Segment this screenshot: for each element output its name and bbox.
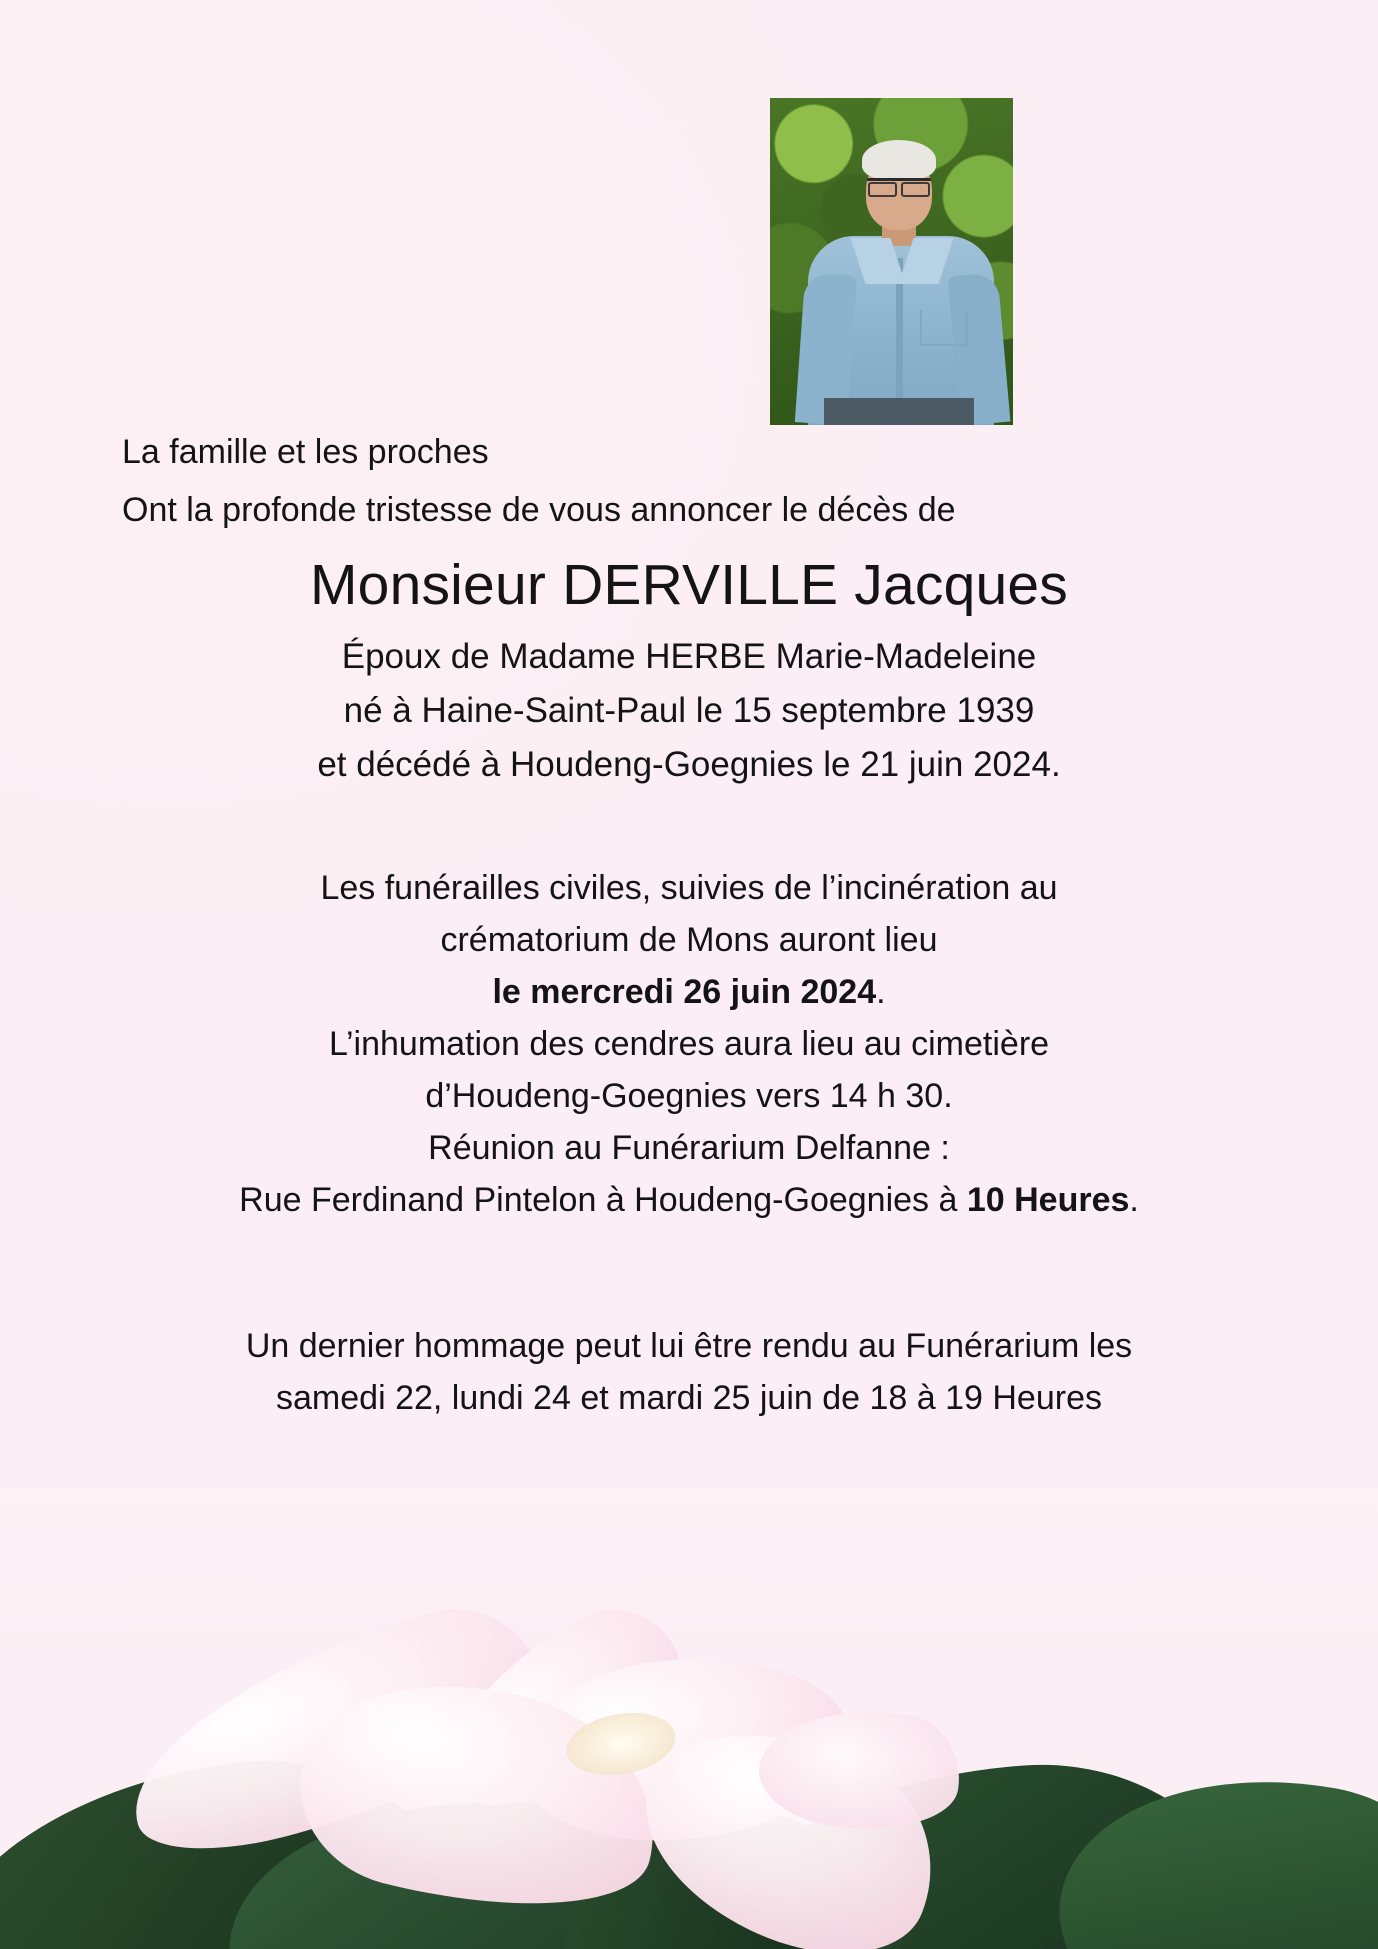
ceremony-block <box>0 862 1378 1226</box>
ceremony-line-1: Les funérailles civiles, suivies de l’incinération au <box>320 869 1058 907</box>
photo-hair <box>862 140 936 180</box>
flower-petal <box>753 1696 968 1843</box>
intro-line-2: Ont la profonde tristesse de vous annoncer le décès de <box>122 491 956 529</box>
leaf-icon <box>0 1734 478 1949</box>
ceremony-address-suffix: . <box>1129 1181 1139 1219</box>
ceremony-date-line <box>0 966 1378 1018</box>
decoration-fade <box>0 1489 1378 1949</box>
flower-petal <box>613 1690 966 1949</box>
ceremony-line-3: L’inhumation des cendres aura lieu au cimetière <box>328 1025 1050 1063</box>
leaf-icon <box>541 1786 878 1949</box>
floral-decoration <box>0 1489 1378 1949</box>
deceased-birth: né à Haine-Saint-Paul le 15 septembre 1939 <box>343 691 1035 730</box>
deceased-details <box>0 630 1378 792</box>
photo-trousers <box>824 398 974 425</box>
ceremony-date-suffix: . <box>876 973 886 1011</box>
intro-block <box>122 432 1272 530</box>
flower-petal <box>511 1642 858 1856</box>
ceremony-line-5: Réunion au Funérarium Delfanne : <box>428 1129 950 1167</box>
leaf-icon <box>1039 1745 1378 1949</box>
ceremony-date: le mercredi 26 juin 2024 <box>492 973 877 1011</box>
flower-petal <box>279 1649 680 1945</box>
homage-line-2: samedi 22, lundi 24 et mardi 25 juin de 18 à 19 Heures <box>276 1379 1102 1417</box>
ceremony-line-2: crématorium de Mons auront lieu <box>440 921 938 959</box>
deceased-spouse: Époux de Madame HERBE Marie-Madeleine <box>341 637 1037 676</box>
deceased-name: Monsieur DERVILLE Jacques <box>310 553 1068 617</box>
ceremony-address-prefix: Rue Ferdinand Pintelon à Houdeng-Goegnies à <box>239 1181 967 1219</box>
homage-line-1: Un dernier hommage peut lui être rendu au Funérarium les <box>245 1327 1133 1365</box>
portrait-photo <box>770 98 1013 425</box>
ceremony-line-4: d’Houdeng-Goegnies vers 14 h 30. <box>425 1077 953 1115</box>
ceremony-address-line <box>0 1174 1378 1226</box>
flower-stamen <box>562 1705 681 1783</box>
intro-line-1: La famille et les proches <box>122 433 489 471</box>
flower-petal <box>412 1586 707 1832</box>
photo-shirt-pocket <box>920 310 968 346</box>
photo-glasses <box>867 178 931 193</box>
leaf-icon <box>689 1750 1271 1949</box>
homage-block <box>0 1320 1378 1424</box>
flower-petal <box>104 1588 566 1875</box>
ceremony-address-time: 10 Heures <box>966 1181 1130 1219</box>
leaf-icon <box>215 1773 765 1949</box>
deceased-death: et décédé à Houdeng-Goegnies le 21 juin 2024. <box>317 745 1061 784</box>
